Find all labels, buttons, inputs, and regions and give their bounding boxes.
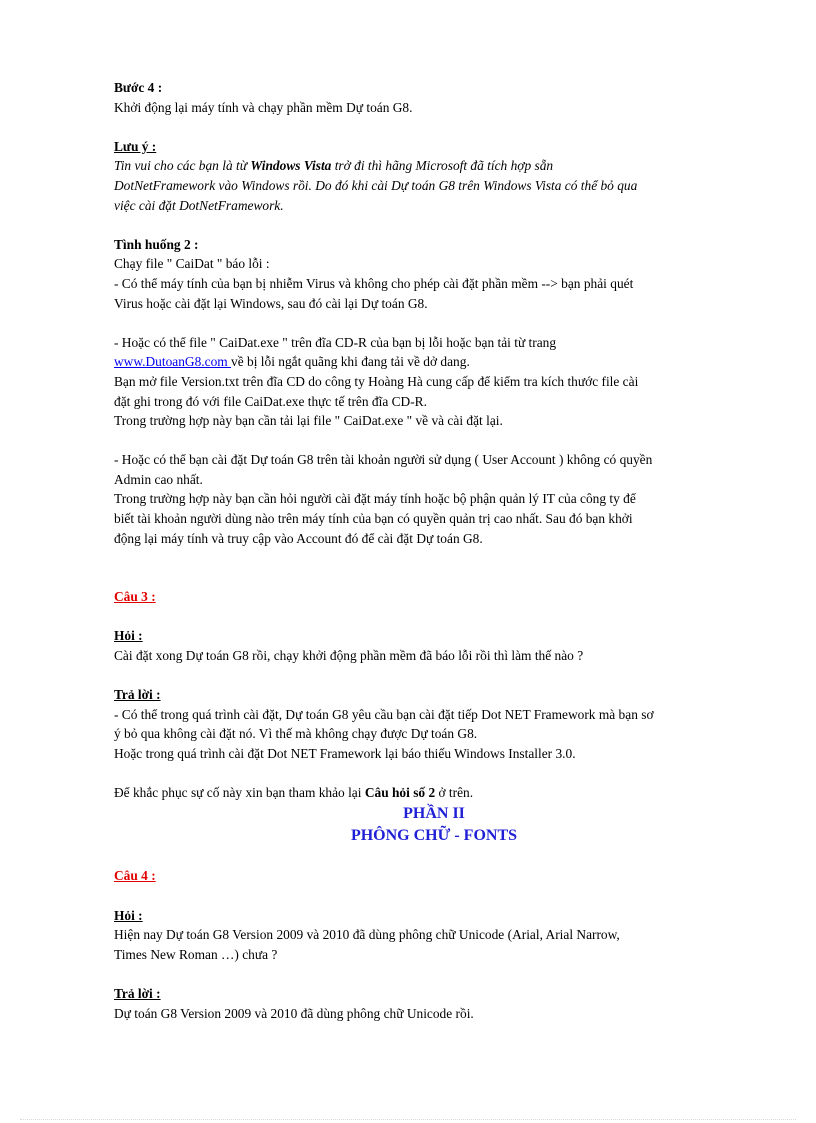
luuy-heading: Lưu ý : xyxy=(114,138,157,154)
buoc4-text: Khởi động lại máy tính và chạy phần mềm Dự toán G8. xyxy=(114,99,413,115)
cau3-hoi-label: Hỏi : xyxy=(114,628,143,644)
cau3-traloi-line: Hoặc trong quá trình cài đặt Dot NET Framework lại báo thiếu Windows Installer 3.0. xyxy=(114,746,576,761)
luuy-line-2: DotNetFramework vào Windows rồi. Do đó khi cài Dự toán G8 trên Windows Vista có thể bỏ qua xyxy=(114,177,638,193)
cau4-heading: Câu 4 : xyxy=(114,868,156,884)
tinhhuong2-p3-line: biết tài khoản người dùng nào trên máy tính của bạn có quyền quản trị cao nhất. Sau đó bạn khởi xyxy=(114,511,633,527)
tinhhuong2-p2-line: Bạn mở file Version.txt trên đĩa CD do công ty Hoàng Hà cung cấp để kiểm tra kích thước file cài xyxy=(114,373,639,389)
tinhhuong2-heading: Tình huống 2 : xyxy=(114,236,199,252)
tinhhuong2-p2-line: - Hoặc có thể file " CaiDat.exe " trên đĩa CD-R của bạn bị lỗi hoặc bạn tải từ trang xyxy=(114,334,557,350)
tinhhuong2-line: Virus hoặc cài đặt lại Windows, sau đó cài lại Dự toán G8. xyxy=(114,295,428,311)
tinhhuong2-p3-line: Admin cao nhất. xyxy=(114,471,203,487)
cau4-hoi-line: Times New Roman …) chưa ? xyxy=(114,946,278,962)
tinhhuong2-p3-line: - Hoặc có thể bạn cài đặt Dự toán G8 trên tài khoản người sử dụng ( User Account ) không có quyền xyxy=(114,452,653,468)
luuy-text: Tin vui cho các bạn là từ xyxy=(114,158,251,174)
tinhhuong2-line: - Có thể máy tính của bạn bị nhiễm Virus và không cho phép cài đặt phần mềm --> bạn phải quét xyxy=(114,275,634,291)
luuy-text: trở đi thì hãng Microsoft đã tích hợp sẵn xyxy=(331,158,554,174)
cau3-heading: Câu 3 : xyxy=(114,589,156,605)
khacphuc-text: Để khắc phục sự cố này xin bạn tham khảo lại xyxy=(114,785,365,801)
luuy-line-3: việc cài đặt DotNetFramework. xyxy=(114,197,284,213)
tinhhuong2-p2-line: đặt ghi trong đó với file CaiDat.exe thực tế trên đĩa CD-R. xyxy=(114,393,427,409)
cau4-traloi-text: Dự toán G8 Version 2009 và 2010 đã dùng phông chữ Unicode rồi. xyxy=(114,1005,474,1021)
phan2-subtitle: PHÔNG CHỮ - FONTS xyxy=(350,826,518,844)
buoc4-heading: Bước 4 : xyxy=(114,80,163,95)
cau4-hoi-line: Hiện nay Dự toán G8 Version 2009 và 2010 đã dùng phông chữ Unicode (Arial, Arial Narrow, xyxy=(114,927,620,943)
tinhhuong2-p2-line xyxy=(114,352,764,372)
cau3-traloi-line: ý bỏ qua không cài đặt nó. Vì thế mà không chạy được Dự toán G8. xyxy=(114,726,478,742)
cau3-traloi-line: - Có thể trong quá trình cài đặt, Dự toán G8 yêu cầu bạn cài đặt tiếp Dot NET Framework mà bạn sơ xyxy=(114,706,654,722)
tinhhuong2-p2-line: Trong trường hợp này bạn cần tải lại file " CaiDat.exe " về và cài đặt lại. xyxy=(114,413,503,429)
phan2-title: PHẦN II xyxy=(403,804,465,822)
document-body xyxy=(114,78,764,1023)
cau3-traloi-label: Trả lời : xyxy=(114,687,161,703)
dutoang8-link[interactable]: www.DutoanG8.com xyxy=(114,354,232,370)
cau4-hoi-label: Hỏi : xyxy=(114,907,143,923)
cau4-traloi-label: Trả lời : xyxy=(114,985,161,1001)
cau3-hoi-text: Cài đặt xong Dự toán G8 rồi, chạy khởi động phần mềm đã báo lỗi rồi thì làm thế nào ? xyxy=(114,648,584,664)
cau3-khacphuc xyxy=(114,783,764,803)
windows-vista-text: Windows Vista xyxy=(250,158,332,174)
tinhhuong2-p3-line: động lại máy tính và truy cập vào Account đó để cài đặt Dự toán G8. xyxy=(114,530,483,546)
tinhhuong2-p3-line: Trong trường hợp này bạn cần hỏi người cài đặt máy tính hoặc bộ phận quản lý IT của công ty để xyxy=(114,491,636,507)
page-bottom-divider xyxy=(20,1119,796,1120)
khacphuc-text: ở trên. xyxy=(435,785,474,801)
tinhhuong2-line: Chạy file " CaiDat " báo lỗi : xyxy=(114,256,270,272)
tinhhuong2-p2-rest: về bị lỗi ngắt quãng khi đang tải về dở dang. xyxy=(231,354,470,370)
cau-hoi-so-2-ref: Câu hỏi số 2 xyxy=(364,785,436,801)
luuy-line-1 xyxy=(114,156,764,176)
